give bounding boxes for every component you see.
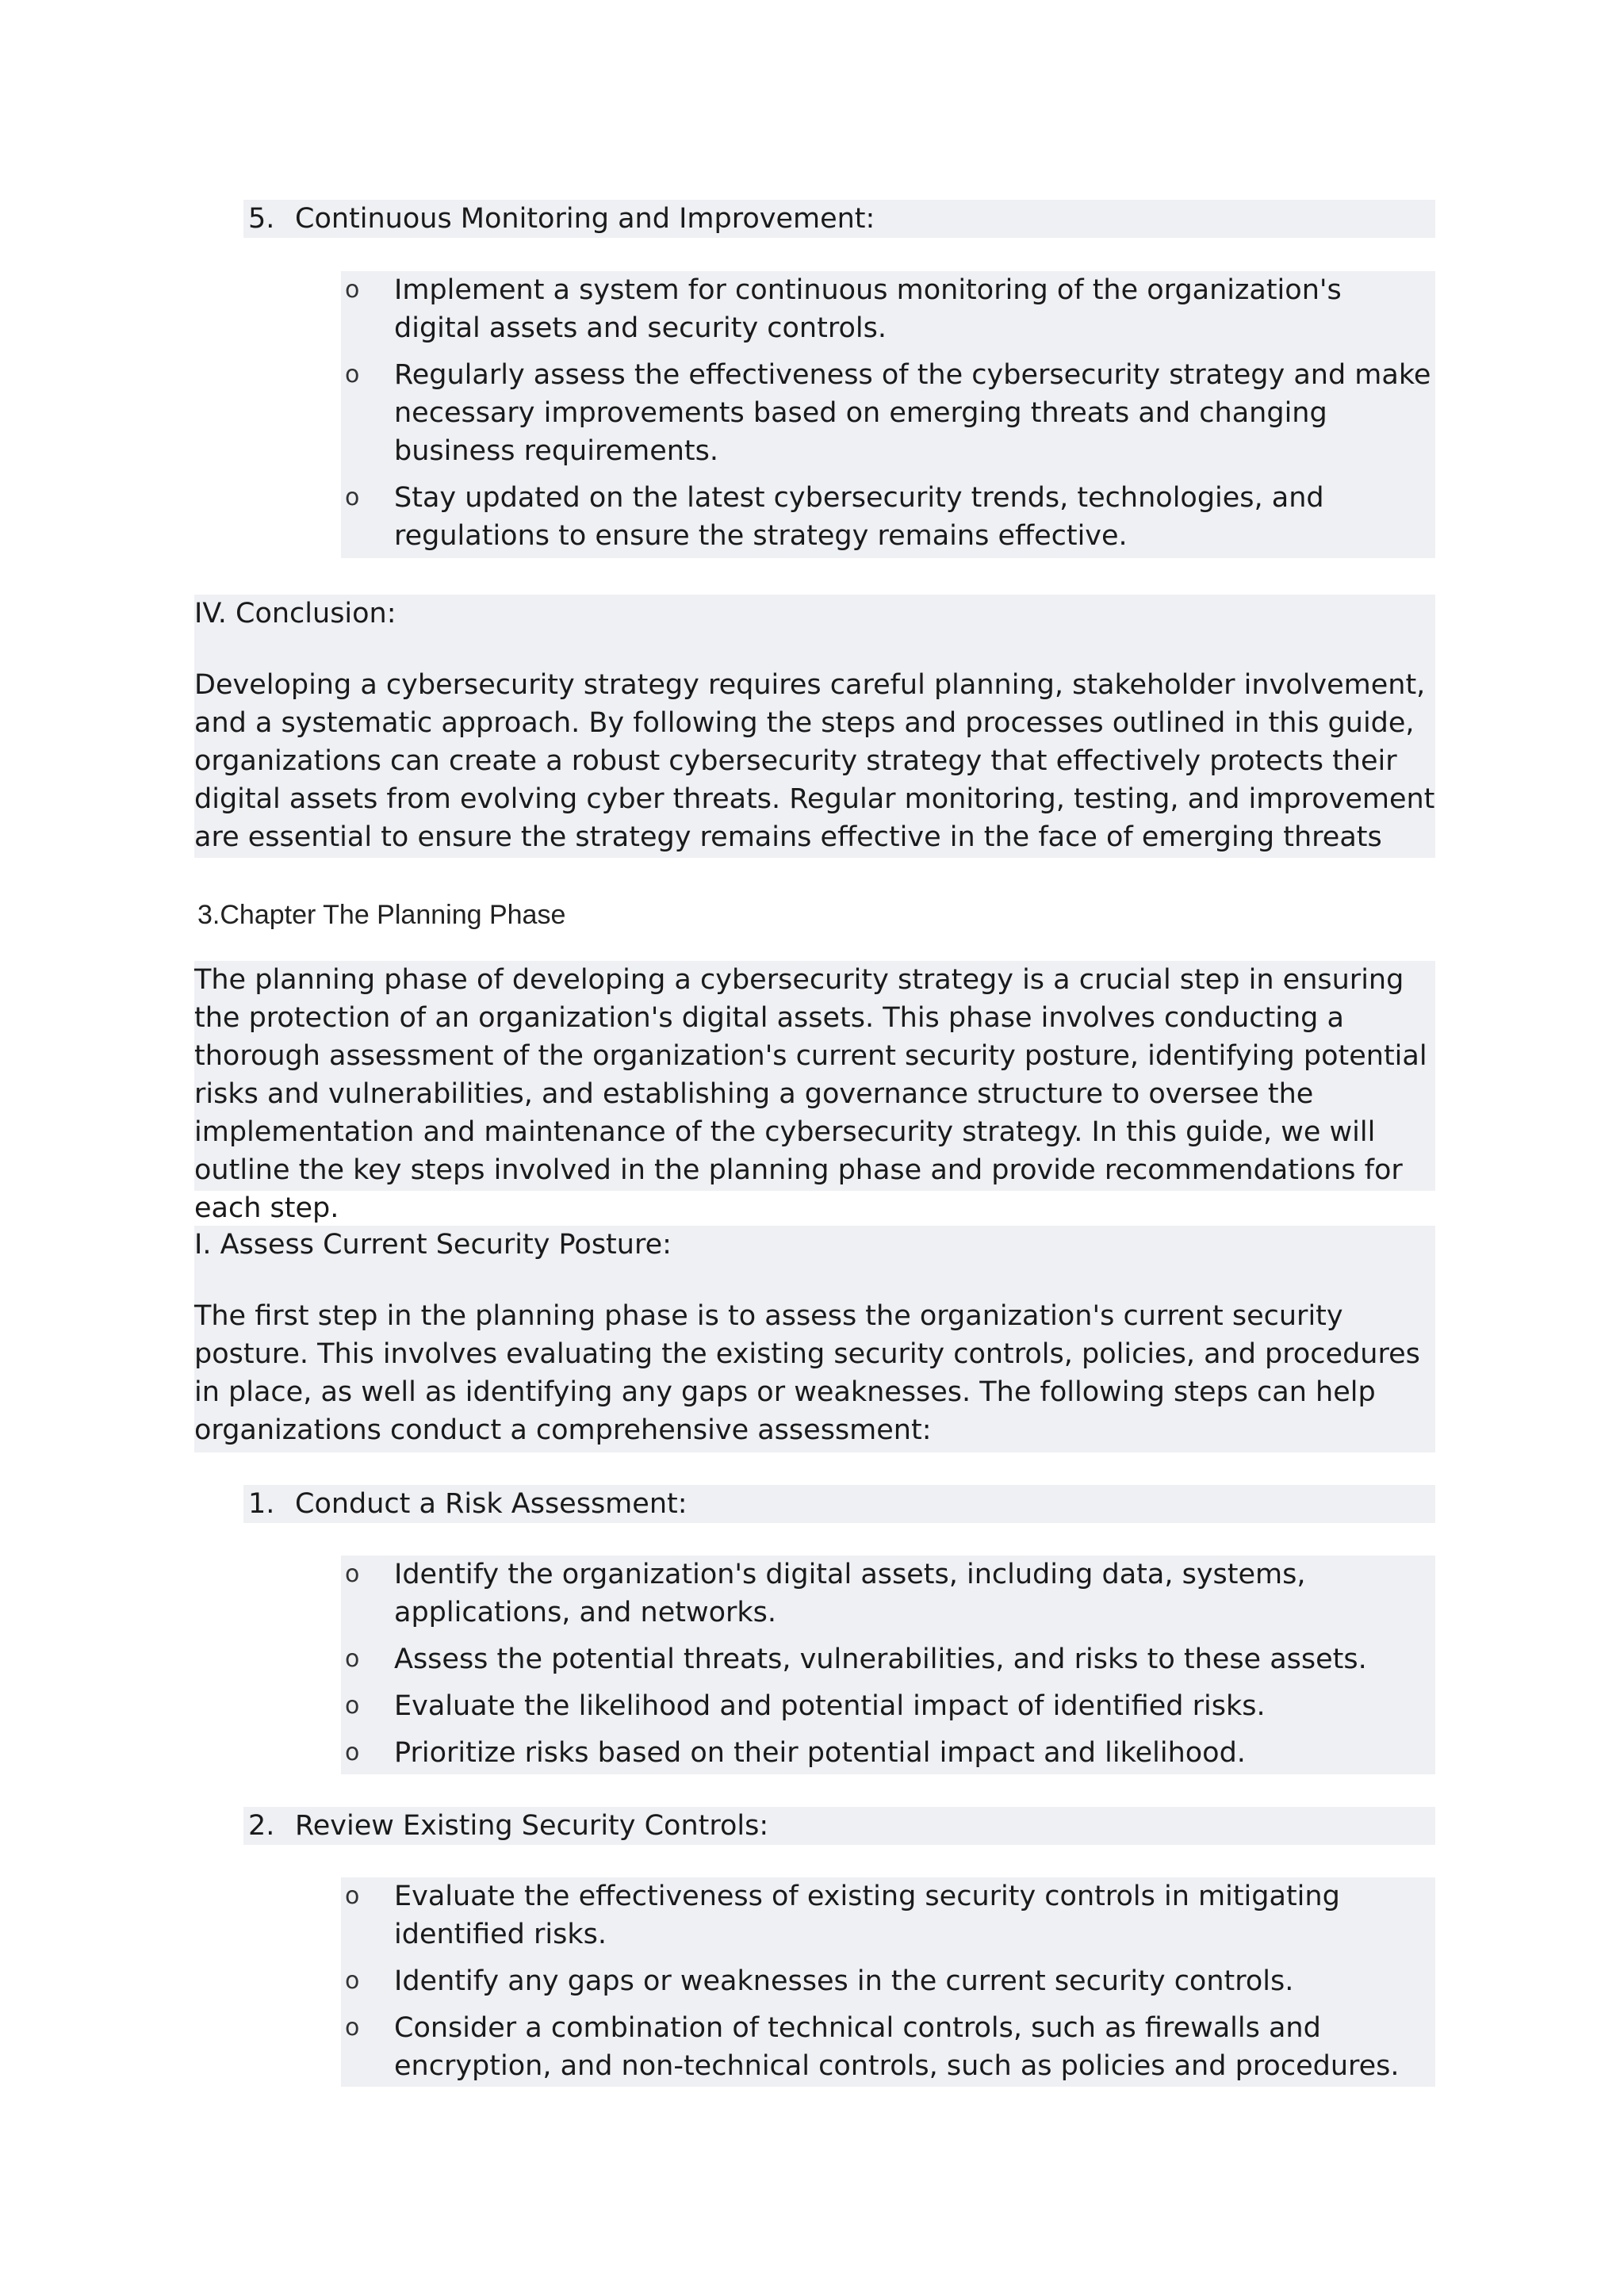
bullet-icon: o (345, 1560, 360, 1588)
section-heading: IV. Conclusion: (194, 598, 396, 629)
bullet-list-step2 (341, 1877, 1435, 2087)
list-item: o Evaluate the effectiveness of existing security controls in mitigating identified risks. (341, 1877, 1435, 1954)
list-item: o Assess the potential threats, vulnerabilities, and risks to these assets. (341, 1640, 1435, 1678)
bullet-icon: o (345, 1882, 360, 1910)
list-item: o Prioritize risks based on their potential impact and likelihood. (341, 1734, 1435, 1772)
list-item: o Implement a system for continuous monitoring of the organization's digital assets and security controls. (341, 271, 1435, 347)
chapter-title: 3.Chapter The Planning Phase (197, 900, 566, 930)
list-item: o Regularly assess the effectiveness of the cybersecurity strategy and make necessary improvements based on emerging threats and changing business requirements. (341, 356, 1435, 470)
bullet-icon: o (345, 361, 360, 388)
list-item: o Identify any gaps or weaknesses in the current security controls. (341, 1962, 1435, 2000)
list-item: o Evaluate the likelihood and potential impact of identified risks. (341, 1687, 1435, 1725)
bullet-icon: o (345, 276, 360, 304)
bullet-list-section5 (341, 271, 1435, 558)
numbered-heading-2 (243, 1807, 1435, 1845)
paragraph: Developing a cybersecurity strategy requires careful planning, stakeholder involvement, and a systematic approach. By following the steps and processes outlined in this guide, organizations can create a robust cybersecurity strategy that effectively protects their digital assets from evolving cyber threats. Regular monitoring, testing, and improvement are essential to ensure the strategy remains effective in the face of emerging threats (194, 669, 1435, 853)
bullet-icon: o (345, 1692, 360, 1720)
bullet-icon: o (345, 2014, 360, 2042)
bullet-icon: o (345, 1645, 360, 1673)
bullet-icon: o (345, 484, 360, 511)
list-number: 2. (248, 1810, 275, 1842)
chapter-intro-block (194, 961, 1435, 1224)
paragraph: The planning phase of developing a cybersecurity strategy is a crucial step in ensuring the protection of an organization's digital assets. This phase involves conducting a thorough assessment of the organization's current security posture, identifying potential risks and vulnerabilities, and establishing a governance structure to oversee the implementation and maintenance of the cybersecurity strategy. In this guide, we will outline the key steps involved in the planning phase and provide recommendations for each step. (194, 964, 1427, 1224)
assess-block (194, 1226, 1435, 1452)
bullet-icon: o (345, 1739, 360, 1766)
list-item: o Consider a combination of technical controls, such as firewalls and encryption, and non-technical controls, such as policies and procedures. (341, 2009, 1435, 2085)
bullet-icon: o (345, 1967, 360, 1995)
list-heading-text: Continuous Monitoring and Improvement: (295, 203, 875, 235)
numbered-heading-5 (243, 200, 1435, 238)
list-heading-text: Review Existing Security Controls: (295, 1810, 769, 1842)
section-heading: I. Assess Current Security Posture: (194, 1229, 672, 1261)
list-item: o Stay updated on the latest cybersecurity trends, technologies, and regulations to ensure the strategy remains effective. (341, 479, 1435, 555)
bullet-list-step1 (341, 1556, 1435, 1774)
numbered-heading-1 (243, 1485, 1435, 1523)
list-item: o Identify the organization's digital assets, including data, systems, applications, and networks. (341, 1556, 1435, 1632)
conclusion-block (194, 595, 1435, 858)
paragraph: The first step in the planning phase is to assess the organization's current security posture. This involves evaluating the existing security controls, policies, and procedures in place, as well as identifying any gaps or weaknesses. The following steps can help organizations conduct a comprehensive assessment: (194, 1300, 1420, 1446)
list-number: 5. (248, 203, 275, 235)
list-number: 1. (248, 1488, 275, 1520)
list-heading-text: Conduct a Risk Assessment: (295, 1488, 688, 1520)
